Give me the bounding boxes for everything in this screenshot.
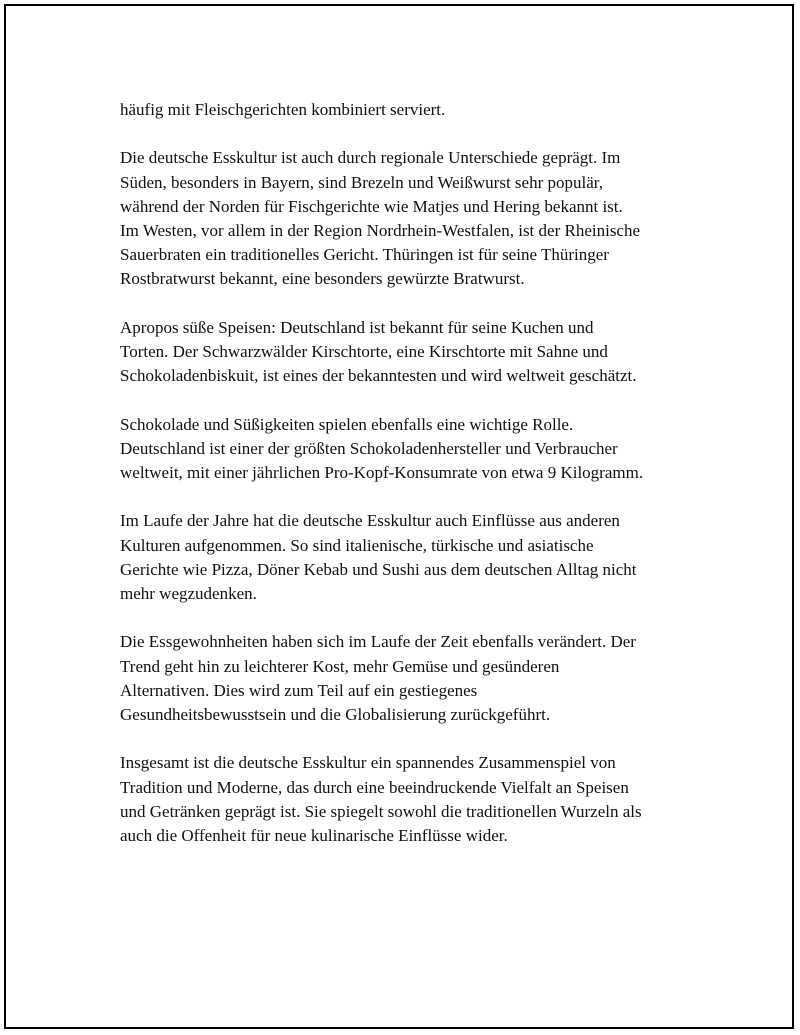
page-frame: [4, 4, 794, 1029]
paragraph-sweets: Apropos süße Speisen: Deutschland ist bekannt für seine Kuchen und Torten. Der Schwarzwälder Kirschtorte, eine Kirschtorte mit Sahne und Schokoladenbiskuit, ist eines der bekanntesten und wird weltweit geschätzt.: [120, 317, 637, 386]
paragraph-continuation: häufig mit Fleischgerichten kombiniert serviert.: [120, 100, 446, 119]
paragraph-regional-differences: Die deutsche Esskultur ist auch durch regionale Unterschiede geprägt. Im Süden, besonders in Bayern, sind Brezeln und Weißwurst sehr populär, während der Norden für Fischgerichte wie Matjes und Hering bekannt ist. Im Westen, vor allem in der Region Nordrhein-Westfalen, ist der Rheinische Sauerbraten ein traditionelles Gericht. Thüringen ist für seine Thüringer Rostbratwurst bekannt, eine besonders gewürzte Bratwurst.: [120, 148, 641, 289]
paragraph-influences: Im Laufe der Jahre hat die deutsche Esskultur auch Einflüsse aus anderen Kulturen aufgenommen. So sind italienische, türkische und asiatische Gerichte wie Pizza, Döner Kebab und Sushi aus dem deutschen Alltag nicht mehr wegzudenken.: [120, 511, 637, 603]
document-body: [120, 98, 700, 872]
paragraph-eating-habits: Die Essgewohnheiten haben sich im Laufe der Zeit ebenfalls verändert. Der Trend geht hin zu leichterer Kost, mehr Gemüse und gesünderen Alternativen. Dies wird zum Teil auf ein gestiegenes Gesundheitsbewusstsein und die Globalisierung zurückgeführt.: [120, 632, 636, 724]
paragraph-conclusion: Insgesamt ist die deutsche Esskultur ein spannendes Zusammenspiel von Tradition und Moderne, das durch eine beeindruckende Vielfalt an Speisen und Getränken geprägt ist. Sie spiegelt sowohl die traditionellen Wurzeln als auch die Offenheit für neue kulinarische Einflüsse wider.: [120, 753, 642, 845]
paragraph-chocolate: Schokolade und Süßigkeiten spielen ebenfalls eine wichtige Rolle. Deutschland ist einer der größten Schokoladenhersteller und Verbraucher weltweit, mit einer jährlichen Pro-Kopf-Konsumrate von etwa 9 Kilogramm.: [120, 414, 644, 482]
